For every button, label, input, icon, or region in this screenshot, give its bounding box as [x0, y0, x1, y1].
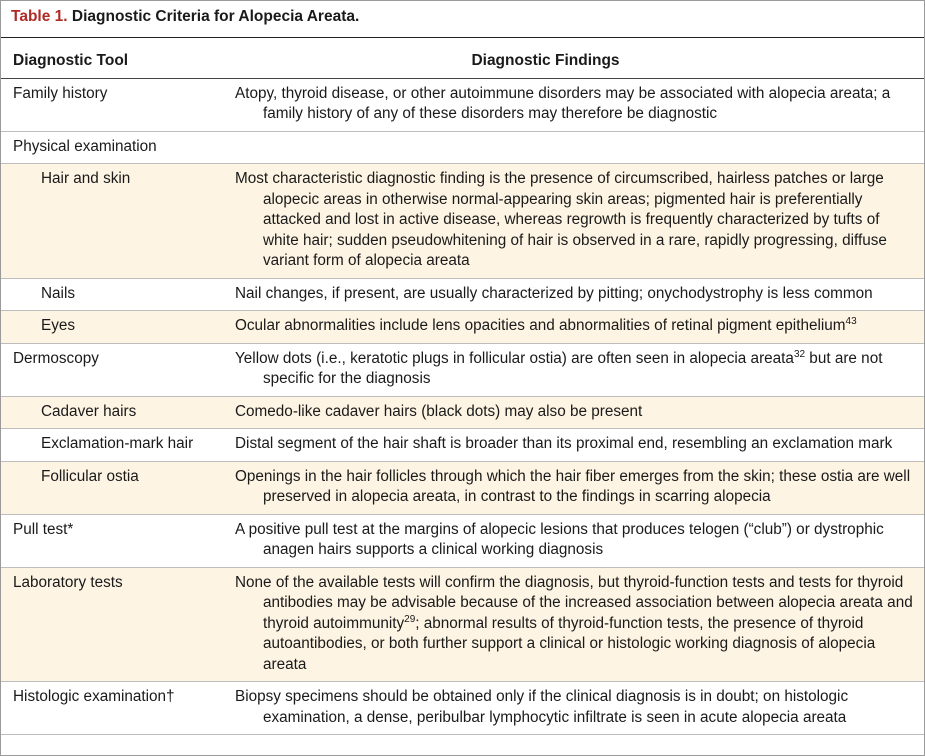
row-finding	[227, 429, 924, 462]
row-finding-text	[235, 573, 914, 676]
criteria-table	[1, 38, 924, 735]
row-tool: Dermoscopy	[13, 349, 99, 367]
table-row	[1, 78, 924, 131]
row-tool: Physical examination	[13, 137, 157, 155]
row-tool: Follicular ostia	[41, 467, 139, 485]
header-diagnostic-findings: Diagnostic Findings	[227, 38, 924, 78]
row-tool: Cadaver hairs	[41, 402, 137, 420]
header-row	[1, 38, 924, 78]
row-finding-text: Biopsy specimens should be obtained only if the clinical diagnosis is in doubt; on histologic examination, a dense, peribulbar lymphocytic infiltrate is seen in acute alopecia areata	[235, 688, 849, 726]
row-tool: Pull test*	[13, 520, 74, 538]
row-tool: Hair and skin	[41, 170, 131, 187]
row-finding	[227, 278, 924, 311]
row-finding	[227, 131, 924, 164]
table-row	[1, 131, 924, 164]
table-caption	[1, 1, 924, 38]
table-title: Diagnostic Criteria for Alopecia Areata.	[71, 8, 360, 25]
row-finding-part-b: ; abnormal results of thyroid-function tests, the presence of thyroid autoantibodies, or both further support a clinical or histologic working diagnosis of alopecia areata	[263, 614, 876, 673]
row-finding-part-a: None of the available tests will confirm the diagnosis, but thyroid-function tests and tests for thyroid antibodies may be advisable because of the increased association between alopecia areata and thyroid autoimmunity	[235, 573, 913, 632]
table-row	[1, 396, 924, 429]
row-finding	[227, 682, 924, 735]
table-row	[1, 682, 924, 735]
header-diagnostic-tool: Diagnostic Tool	[1, 38, 227, 78]
row-finding-text: Distal segment of the hair shaft is broader than its proximal end, resembling an exclamation mark	[235, 435, 893, 452]
row-tool: Eyes	[41, 317, 76, 334]
row-finding-text: Openings in the hair follicles through which the hair fiber emerges from the skin; these ostia are well preserved in alopecia areata, in contrast to the findings in scarring alopecia	[235, 467, 911, 505]
row-finding	[227, 164, 924, 279]
reference-superscript: 43	[845, 316, 857, 327]
table-row	[1, 343, 924, 396]
row-tool: Family history	[13, 84, 108, 102]
row-finding	[227, 78, 924, 131]
row-finding	[227, 461, 924, 514]
row-finding	[227, 567, 924, 682]
row-tool: Nails	[41, 284, 75, 302]
table-number: Table 1.	[11, 8, 68, 25]
row-finding-part-a: Yellow dots (i.e., keratotic plugs in follicular ostia) are often seen in alopecia areata	[235, 349, 794, 367]
row-finding-text: Atopy, thyroid disease, or other autoimmune disorders may be associated with alopecia areata; a family history of any of these disorders may therefore be diagnostic	[235, 84, 891, 122]
table-row	[1, 311, 924, 344]
row-finding-text	[235, 349, 914, 390]
row-tool: Laboratory tests	[13, 573, 123, 591]
reference-superscript: 29	[404, 613, 416, 625]
table-row	[1, 567, 924, 682]
reference-superscript: 32	[793, 348, 806, 360]
row-finding-text	[235, 316, 914, 337]
row-tool: Exclamation-mark hair	[41, 435, 194, 452]
row-finding	[227, 343, 924, 396]
row-finding-part-b: but are not specific for the diagnosis	[263, 349, 883, 387]
table-row	[1, 164, 924, 279]
row-tool: Histologic examination†	[13, 688, 175, 705]
table-row	[1, 514, 924, 567]
row-finding	[227, 311, 924, 344]
table-row	[1, 278, 924, 311]
table-row	[1, 429, 924, 462]
row-finding-text: A positive pull test at the margins of alopecic lesions that produces telogen (“club”) or dystrophic anagen hairs supports a clinical working diagnosis	[235, 520, 884, 558]
row-finding-text: Comedo-like cadaver hairs (black dots) may also be present	[235, 402, 643, 420]
row-finding-main: Ocular abnormalities include lens opacities and abnormalities of retinal pigment epithelium	[235, 317, 846, 334]
table-row	[1, 461, 924, 514]
row-finding	[227, 514, 924, 567]
row-finding-text: Most characteristic diagnostic finding is the presence of circumscribed, hairless patches or large alopecic areas in otherwise normal-appearing skin areas; pigmented hair is preferentially attacked and lost in active disease, whereas regrowth is frequently characterized by tufts of white hair; sudden pseudowhitening of hair is observed in a rare, rapidly progressing, diffuse variant form of alopecia areata	[235, 170, 887, 269]
row-finding	[227, 396, 924, 429]
row-finding-text: Nail changes, if present, are usually characterized by pitting; onychodystrophy is less common	[235, 284, 873, 302]
